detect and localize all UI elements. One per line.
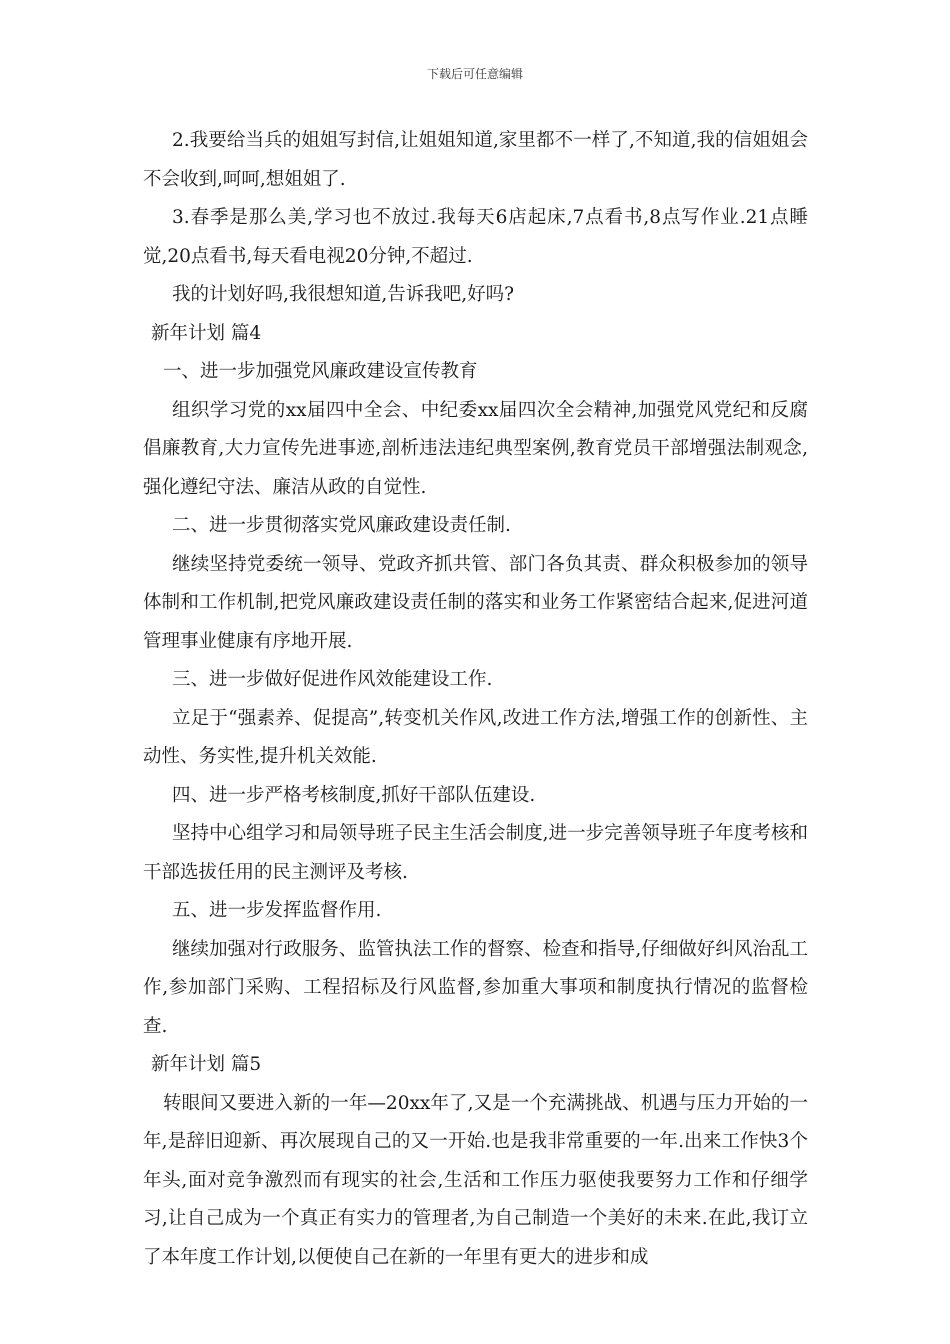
paragraph: 3.春季是那么美,学习也不放过.我每天6店起床,7点看书,8点写作业.21点睡觉,20点看书,每天看电视20分钟,不超过. [143,207,808,267]
subsection-title: 二、进一步贯彻落实党风廉政建设责任制. [172,515,511,536]
section-title: 新年计划 篇5 [151,1054,262,1075]
section-title: 新年计划 篇4 [151,322,262,344]
paragraph: 我的计划好吗,我很想知道,告诉我吧,好吗? [172,284,515,305]
paragraph: 坚持中心组学习和局领导班子民主生活会制度,进一步完善领导班子年度考核和干部选拔任用的民主测评及考核. [143,823,808,883]
paragraph: 组织学习党的xx届四中全会、中纪委xx届四次全会精神,加强党风党纪和反腐倡廉教育,大力宣传先进事迹,剖析违法违纪典型案例,教育党员干部增强法制观念,强化遵纪守法、廉洁从政的自觉性. [143,399,808,498]
subsection-title: 五、进一步发挥监督作用. [172,900,382,921]
paragraph: 继续坚持党委统一领导、党政齐抓共管、部门各负其责、群众积极参加的领导体制和工作机制,把党风廉政建设责任制的落实和业务工作紧密结合起来,促进河道管理事业健康有序地开展. [143,553,808,652]
subsection-title: 四、进一步严格考核制度,抓好干部队伍建设. [172,784,536,806]
paragraph: 2.我要给当兵的姐姐写封信,让姐姐知道,家里都不一样了,不知道,我的信姐姐会不会收到,呵呵,想姐姐了. [143,130,808,190]
document-body [143,122,808,1277]
paragraph: 转眼间又要进入新的一年—20xx年了,又是一个充满挑战、机遇与压力开始的一年,是辞旧迎新、再次展现自己的又一开始.也是我非常重要的一年.出来工作快3个年头,面对竞争激烈而有现实的社会,生活和工作压力驱使我要努力工作和仔细学习,让自己成为一个真正有实力的管理者,为自己制造一个美好的未来.在此,我订立了本年度工作计划,以便使自己在新的一年里有更大的进步和成 [143,1092,808,1268]
paragraph: 立足于“强素养、促提高”,转变机关作风,改进工作方法,增强工作的创新性、主动性、务实性,提升机关效能. [143,707,808,767]
paragraph: 继续加强对行政服务、监管执法工作的督察、检查和指导,仔细做好纠风治乱工作,参加部门采购、工程招标及行风监督,参加重大事项和制度执行情况的监督检查. [143,938,808,1037]
subsection-title: 一、进一步加强党风廉政建设宣传教育 [163,361,478,382]
page-header: 下载后可任意编辑 [426,67,523,81]
subsection-title: 三、进一步做好促进作风效能建设工作. [172,669,493,690]
